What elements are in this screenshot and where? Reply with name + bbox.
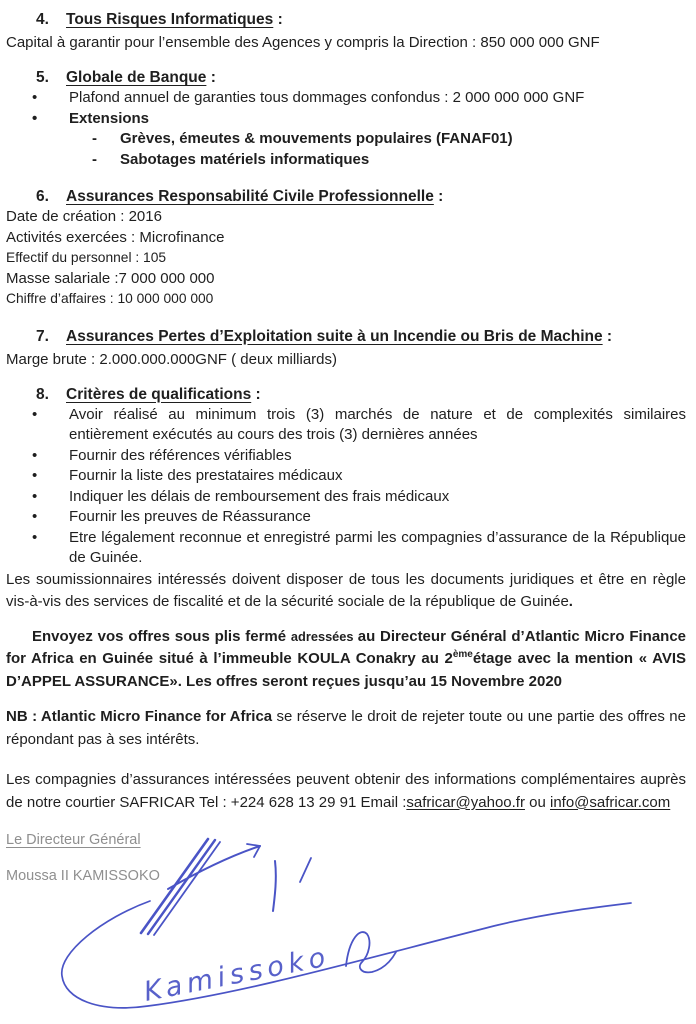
fact-line: Effectif du personnel : 105	[6, 250, 167, 265]
list-item-text: Plafond annuel de garanties tous dommages confondus : 2 000 000 000 GNF	[69, 89, 585, 106]
list-item-text: Avoir réalisé au minimum trois (3) marchés de nature et de complexités similaires entièrement exécutés au cours des trois (3) dernières années	[69, 405, 686, 443]
dash-icon: -	[92, 150, 97, 168]
signature-flourish-stroke	[346, 932, 396, 972]
bullet-icon: •	[32, 508, 38, 525]
section-title: Tous Risques Informatiques :	[66, 11, 283, 28]
signature-slash-stroke	[141, 839, 208, 933]
bullet-icon: •	[32, 446, 38, 464]
fact-line: Masse salariale :7 000 000 000	[6, 269, 215, 287]
list-item-text: Fournir les preuves de Réassurance	[69, 508, 311, 525]
list-item	[6, 528, 686, 569]
section-number: 7.	[36, 327, 49, 345]
bullet-icon: •	[32, 487, 38, 505]
list-item	[6, 405, 686, 446]
list-item-text: Indiquer les délais de remboursement des frais médicaux	[69, 487, 450, 505]
list-item	[6, 446, 686, 467]
list-item	[6, 88, 686, 109]
bullet-icon: •	[32, 467, 38, 484]
section-title: Critères de qualifications :	[66, 385, 261, 403]
paragraph-soumissionnaires: Les soumissionnaires intéressés doivent disposer de tous les documents juridiques et être en règle vis-à-vis des services de fiscalité et de la sécurité sociale de la république de Guinée.	[6, 570, 686, 610]
section-title: Assurances Responsabilité Civile Professionnelle :	[66, 188, 444, 205]
section-number: 8.	[36, 385, 49, 403]
email-link-info-safricar[interactable]: info@safricar.com	[550, 793, 671, 811]
section-4-heading	[6, 9, 686, 30]
fact-line: Chiffre d’affaires : 10 000 000 000	[6, 291, 214, 306]
fact-line: Date de création : 2016	[6, 208, 162, 225]
section-title: Globale de Banque :	[66, 69, 216, 86]
list-item	[6, 109, 686, 130]
list-item	[6, 487, 686, 508]
list-item-text: Sabotages matériels informatiques	[120, 150, 370, 168]
dash-icon: -	[92, 130, 97, 147]
section-title: Assurances Pertes d’Exploitation suite à un Incendie ou Bris de Machine :	[66, 327, 613, 345]
section-7-body: Marge brute : 2.000.000.000GNF ( deux milliards)	[6, 350, 337, 368]
email-link-safricar-yahoo[interactable]: safricar@yahoo.fr	[406, 793, 525, 811]
list-item	[6, 507, 686, 528]
signatory-name: Moussa II KAMISSOKO	[6, 868, 160, 884]
section-4-body: Capital à garantir pour l’ensemble des Agences y compris la Direction : 850 000 000 GNF	[6, 34, 600, 51]
fact-line: Activités exercées : Microfinance	[6, 228, 225, 246]
paragraph-nb: NB : Atlantic Micro Finance for Africa se réserve le droit de rejeter toute ou une partie des offres ne répondant pas à ses intérêts.	[6, 708, 686, 748]
signature-loop-stroke	[62, 901, 631, 1008]
list-subitem	[6, 129, 686, 150]
section-5-heading	[6, 67, 686, 88]
signature-slash-stroke	[148, 840, 215, 934]
section-number: 4.	[36, 11, 49, 28]
signature-script-text: Kamissoko	[141, 941, 333, 1008]
signatory-role: Le Directeur Général	[6, 832, 141, 848]
bullet-icon: •	[32, 405, 38, 423]
list-item-text: Extensions	[69, 109, 150, 127]
list-subitem	[6, 150, 686, 171]
bullet-icon: •	[32, 89, 38, 106]
section-number: 5.	[36, 69, 49, 86]
section-7-heading	[6, 326, 686, 347]
list-item-text: Fournir la liste des prestataires médicaux	[69, 467, 343, 484]
bullet-icon: •	[32, 528, 38, 546]
signature-handwriting	[28, 833, 660, 1023]
signature-slash-stroke	[154, 842, 220, 935]
list-item-text: Grèves, émeutes & mouvements populaires (FANAF01)	[120, 130, 513, 147]
list-item-text: Etre légalement reconnue et enregistré parmi les compagnies d’assurance de la République de Guinée.	[69, 528, 686, 566]
section-number: 6.	[36, 188, 49, 205]
list-item	[6, 466, 686, 487]
paragraph-contact: Les compagnies d’assurances intéressées peuvent obtenir des informations complémentaires auprès de notre courtier SAFRICAR Tel : +224 628 13 29 91 Email :safricar@yahoo.fr ou info@safricar.com	[6, 771, 686, 811]
list-item-text: Fournir des références vérifiables	[69, 446, 292, 464]
section-8-heading	[6, 384, 686, 405]
paragraph-envoyez: Envoyez vos offres sous plis fermé adressées au Directeur Général d’Atlantic Micro Finance for Africa en Guinée situé à l’immeuble KOULA Conakry au 2èmeétage avec la mention « AVIS D’APPEL ASSURANCE». Les offres seront reçues jusqu’au 15 Novembre 2020	[6, 627, 687, 690]
bullet-icon: •	[32, 109, 38, 127]
section-6-heading	[6, 186, 686, 207]
